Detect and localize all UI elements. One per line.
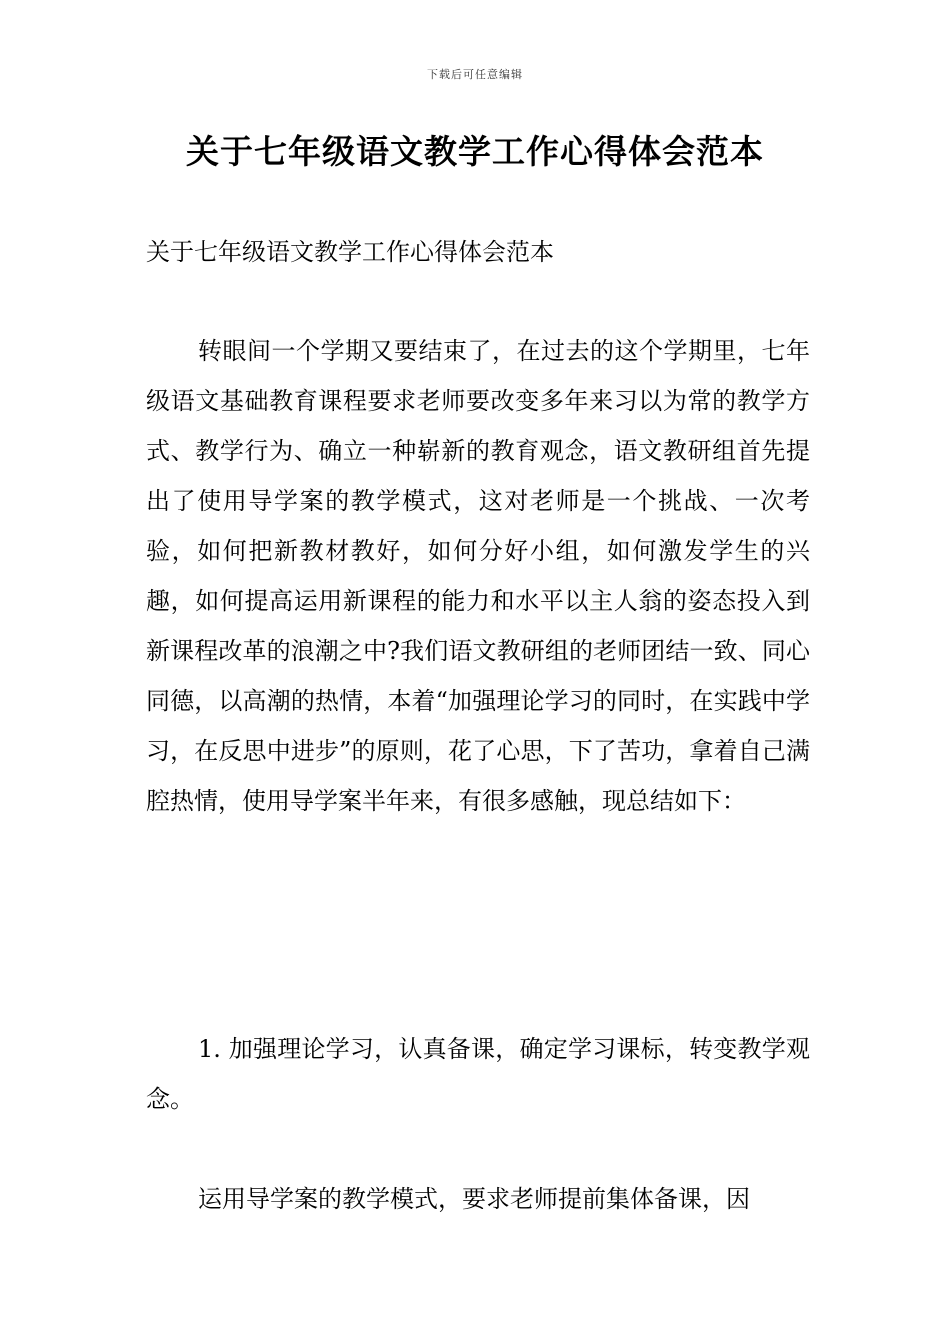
document-title: 关于七年级语文教学工作心得体会范本 [186, 132, 764, 171]
paragraph-intro: 转眼间一个学期又要结束了，在过去的这个学期里，七年级语文基础教育课程要求老师要改变多年来习以为常的教学方式、教学行为、确立一种崭新的教育观念，语文教研组首先提出了使用导学案的教学模式，这对老师是一个挑战、一次考验，如何把新教材教好，如何分好小组，如何激发学生的兴趣，如何提高运用新课程的能力和水平以主人翁的姿态投入到新课程改革的浪潮之中?我们语文教研组的老师团结一致、同心同德，以高潮的热情，本着“加强理论学习的同时，在实践中学习，在反思中进步”的原则，花了心思，下了苦功，拿着自己满腔热情，使用导学案半年来，有很多感触，现总结如下： [146, 337, 810, 815]
header-note: 下载后可任意编辑 [427, 68, 523, 81]
document-subtitle: 关于七年级语文教学工作心得体会范本 [146, 238, 554, 266]
paragraph-section-1-body: 运用导学案的教学模式，要求老师提前集体备课，因 [198, 1185, 750, 1213]
paragraph-section-1-heading: 1. 加强理论学习，认真备课，确定学习课标，转变教学观念。 [146, 1035, 810, 1113]
